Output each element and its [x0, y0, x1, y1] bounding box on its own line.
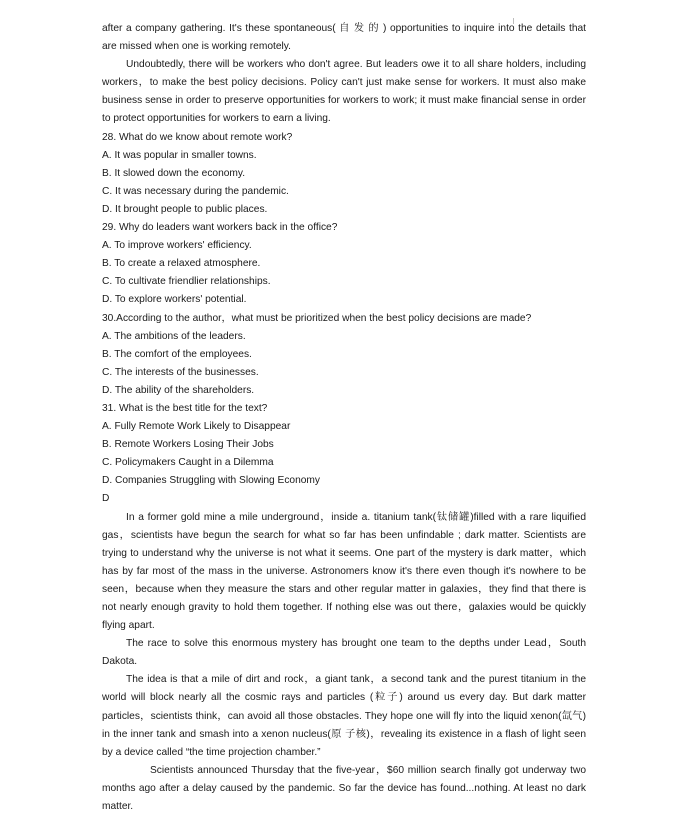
answer-option: B. Remote Workers Losing Their Jobs: [102, 439, 274, 451]
question-stem: 28. What do we know about remote work?: [102, 131, 293, 143]
question-stem: 31. What is the best title for the text?: [102, 402, 268, 414]
question-30: [102, 310, 586, 400]
passage-d-paragraph: The idea is that a mile of dirt and rock，a giant tank，a second tank and the purest titanium in the world will block nearly all the cosmic rays and particles (粒子) around us every day. But dark matter particles，scientists think，can avoid all those obstacles. They hope one will fly into the liquid xenon(氙气) in the inner tank and smash into a xenon nucleus(原 子核)，revealing its existence in a flash of light seen by a device called “the time projection chamber.”: [102, 674, 586, 758]
passage-c-paragraph: Undoubtedly, there will be workers who don't agree. But leaders owe it to all share holders, including workers，to make the best policy decisions. Policy can't just make sense for workers. It must also make business sense in order to preserve opportunities for workers to work; it must make financial sense in order to protect opportunities for workers to earn a living.: [102, 59, 586, 125]
answer-option: C. To cultivate friendlier relationships.: [102, 276, 271, 288]
question-28: [102, 129, 586, 219]
answer-option: A. Fully Remote Work Likely to Disappear: [102, 421, 291, 433]
answer-option: D. To explore workers' potential.: [102, 294, 247, 306]
answer-option: C. The interests of the businesses.: [102, 366, 259, 378]
passage-d-paragraph: Scientists announced Thursday that the five-year，$60 million search finally got underway two months ago after a delay caused by the pandemic. So far the device has found...nothing. At least no dark matter.: [102, 764, 586, 813]
answer-option: D. Companies Struggling with Slowing Economy: [102, 475, 321, 487]
passage-c-paragraph: after a company gathering. It's these spontaneous( 自 发 的 ) opportunities to inquire into the details that are missed when one is working remotely.: [102, 23, 586, 53]
answer-option: D. The ability of the shareholders.: [102, 384, 255, 396]
answer-option: B. The comfort of the employees.: [102, 348, 252, 360]
question-31: [102, 400, 586, 490]
question-29: [102, 219, 586, 309]
answer-option: C. Policymakers Caught in a Dilemma: [102, 457, 274, 469]
answer-option: A. The ambitions of the leaders.: [102, 330, 246, 342]
passage-d-paragraph: In a former gold mine a mile underground，inside a. titanium tank(钛储罐)filled with a rare liquified gas，scientists have begun the search for what so far has been unfindable ; dark matter. Scientists are trying to understand why the universe is not what it seems. One part of the mystery is dark matter，which has by far most of the mass in the universe. Astronomers know it's there even though it's nowhere to be seen，because when they measure the stars and other regular matter in galaxies，they find that there is not nearly enough gravity to hold them together. If nothing else was out there，galaxies would be quickly flying apart.: [102, 511, 586, 632]
passage-d-paragraph: The race to solve this enormous mystery has brought one team to the depths under Lead，South Dakota.: [102, 638, 586, 668]
section-heading: D: [102, 493, 110, 505]
question-stem: 30.According to the author，what must be prioritized when the best policy decisions are made?: [102, 312, 532, 324]
answer-option: A. It was popular in smaller towns.: [102, 149, 257, 161]
answer-option: C. It was necessary during the pandemic.: [102, 185, 289, 197]
exam-page: [102, 20, 586, 816]
question-stem: 29. Why do leaders want workers back in the office?: [102, 222, 338, 234]
answer-option: D. It brought people to public places.: [102, 203, 268, 215]
answer-option: B. To create a relaxed atmosphere.: [102, 258, 261, 270]
answer-option: A. To improve workers' efficiency.: [102, 240, 252, 252]
answer-option: B. It slowed down the economy.: [102, 167, 246, 179]
